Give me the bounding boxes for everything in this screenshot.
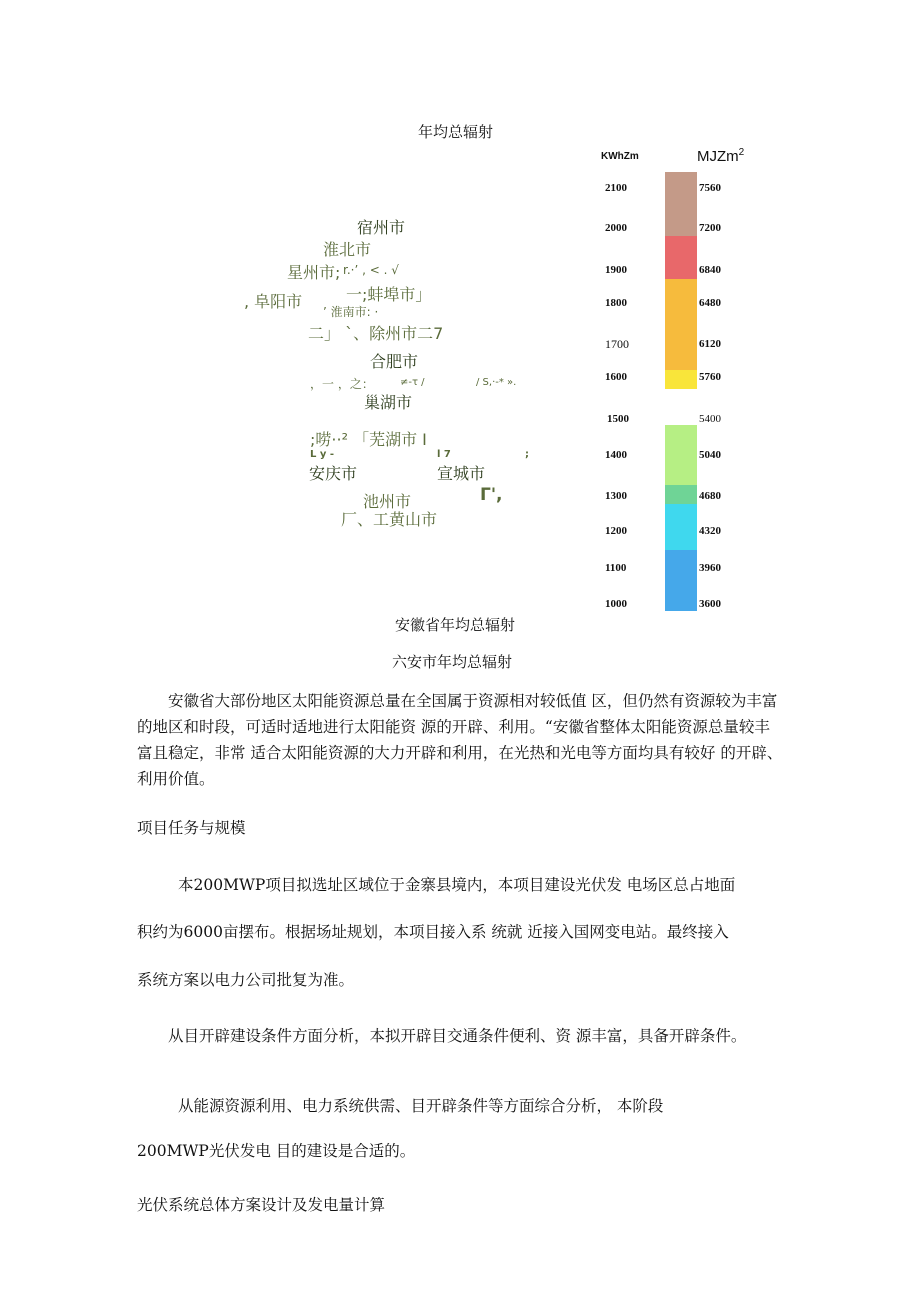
legend-tick-left: 1800 bbox=[605, 297, 627, 309]
legend-swatch-cyan bbox=[665, 504, 697, 550]
section-heading-project-scale: 项目任务与规模 bbox=[137, 819, 246, 837]
legend-tick-right: 6480 bbox=[699, 297, 721, 309]
figure-title: 年均总辐射 bbox=[418, 123, 494, 141]
map-label-huaibei: 淮北市 bbox=[323, 240, 372, 259]
map-label-fuyang: , 阜阳市 bbox=[244, 292, 303, 311]
section-heading-pv-design: 光伏系统总体方案设计及发电量计算 bbox=[137, 1196, 386, 1214]
legend-swatch-red bbox=[665, 236, 697, 279]
legend-tick-left: 1900 bbox=[605, 264, 627, 276]
map-label-wuhu: ;唠··² 「芜湖市 I bbox=[310, 430, 427, 449]
map-label-xingzhou: 星州市; bbox=[287, 263, 341, 282]
legend-tick-right: 5400 bbox=[699, 413, 721, 425]
legend-tick-left: 2000 bbox=[605, 222, 627, 234]
map-noise-2: ，一 ，之： bbox=[310, 377, 374, 391]
legend-tick-left: 1600 bbox=[605, 371, 627, 383]
legend-tick-left: 1200 bbox=[605, 525, 627, 537]
legend-tick-right: 5760 bbox=[699, 371, 721, 383]
legend-tick-right: 7560 bbox=[699, 182, 721, 194]
legend-swatch-green bbox=[665, 485, 697, 504]
map-label-chizhou: 池州市 bbox=[363, 492, 412, 511]
map-noise-6: l 7 bbox=[437, 449, 451, 460]
legend-tick-left: 1100 bbox=[605, 562, 627, 574]
legend-tick-left: 1500 bbox=[607, 413, 629, 425]
map-label-chuzhou: 二」 ˋ、除州市二7 bbox=[308, 324, 444, 343]
map-label-anqing: 安庆市 bbox=[309, 464, 358, 483]
map-label-chaohu: 巢湖市 bbox=[364, 393, 413, 412]
legend-swatch-brown bbox=[665, 172, 697, 236]
legend-tick-right: 3960 bbox=[699, 562, 721, 574]
figure-caption-anhui: 安徽省年均总辐射 bbox=[395, 616, 516, 634]
legend-tick-left: 1700 bbox=[605, 337, 629, 351]
legend-swatch-lightgreen bbox=[665, 425, 697, 485]
paragraph-resource-overview: 安徽省大部份地区太阳能资源总量在全国属于资源相对较低值 区，但仍然有资源较为丰富的地区和时段，可适时适地进行太阳能资 源的开辟、利用。“安徽省整体太阳能资源总量较丰富且稳定，非常 适合太阳能资源的大力开辟和利用，在光热和光电等方面均具有较好 的开辟、利用价值。 bbox=[137, 692, 783, 788]
legend-tick-left: 1000 bbox=[605, 598, 627, 610]
map-noise-8: Γ', bbox=[480, 485, 503, 505]
map-noise-7: ; bbox=[525, 449, 529, 460]
legend-unit-mj: MJZm$^2$ bbox=[697, 147, 745, 165]
map-noise-4: / S,·-* ». bbox=[476, 377, 517, 388]
map-label-huangshan: 厂、工黄山市 bbox=[341, 510, 438, 529]
paragraph-conclusion-line-2: 200MWP光伏发电 目的建设是合适的。 bbox=[137, 1142, 416, 1160]
map-noise-5: L y - bbox=[310, 449, 335, 460]
paragraph-conclusion-line-1: 从能源资源利用、电力系统供需、目开辟条件等方面综合分析， 本阶段 bbox=[178, 1097, 664, 1115]
figure-caption-luan: 六安市年均总辐射 bbox=[392, 653, 513, 671]
legend-swatch-yellow bbox=[665, 370, 697, 389]
legend-tick-left: 1400 bbox=[605, 449, 627, 461]
legend-tick-right: 7200 bbox=[699, 222, 721, 234]
paragraph-project-line-2: 积约为6000亩摆布。根据场址规划，本项目接入系 统就 近接入国网变电站。最终接入 bbox=[137, 923, 729, 941]
legend-swatch-orange bbox=[665, 279, 697, 370]
legend-tick-right: 6120 bbox=[699, 338, 721, 350]
map-label-bengbu: 一;蚌埠市」 bbox=[346, 285, 432, 304]
map-label-huainan: ’ 淮南市: · bbox=[323, 305, 379, 319]
legend-tick-left: 2100 bbox=[605, 182, 627, 194]
map-label-xuancheng: 宣城市 bbox=[437, 464, 486, 483]
legend-tick-left: 1300 bbox=[605, 490, 627, 502]
legend-unit-kwh: KWhZm bbox=[601, 151, 639, 162]
legend-tick-right: 4320 bbox=[699, 525, 721, 537]
legend-swatch-blue bbox=[665, 550, 697, 611]
paragraph-project-line-1: 本200MWP项目拟选址区域位于金寨县境内，本项目建设光伏发 电场区总占地面 bbox=[178, 876, 736, 894]
paragraph-project-line-3: 系统方案以电力公司批复为准。 bbox=[137, 971, 355, 989]
legend-tick-right: 4680 bbox=[699, 490, 721, 502]
map-label-hefei: 合肥市 bbox=[370, 352, 419, 371]
legend-tick-right: 6840 bbox=[699, 264, 721, 276]
map-label-suzhou: 宿州市 bbox=[357, 218, 406, 237]
paragraph-development-conditions: 从目开辟建设条件方面分析，本拟开辟目交通条件便利、资 源丰富，具备开辟条件。 bbox=[168, 1027, 747, 1045]
legend-tick-right: 3600 bbox=[699, 598, 721, 610]
map-noise-3: ≠-τ / bbox=[400, 377, 425, 388]
legend-tick-right: 5040 bbox=[699, 449, 721, 461]
map-noise-1: r.·’ , < . √ bbox=[343, 263, 399, 277]
